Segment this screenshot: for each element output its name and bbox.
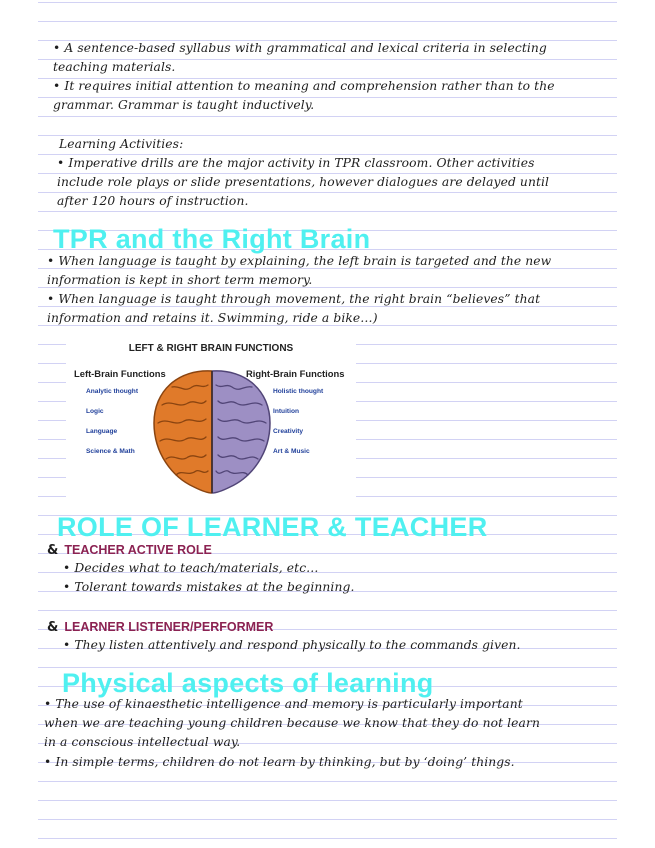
physical-heading: Physical aspects of learning (62, 668, 434, 698)
right-brain-heading-label: Right-Brain Functions (246, 368, 345, 379)
physical-bullet-2: • In simple terms, children do not learn by thinking, but by ‘doing’ things. (44, 755, 515, 769)
figure-title: LEFT & RIGHT BRAIN FUNCTIONS (128, 343, 294, 354)
learner-point-1: • They listen attentively and respond physically to the commands given. (63, 638, 521, 652)
right-item-4: Art & Music (273, 448, 310, 455)
teacher-point-2: • Tolerant towards mistakes at the beginning. (63, 580, 355, 594)
brain-functions-figure (66, 337, 356, 501)
left-brain-heading: Left-Brain Functions (74, 368, 166, 379)
right-item-2: Intuition (273, 408, 299, 415)
right-item-1: Holistic thought (273, 388, 324, 395)
activities-title: Learning Activities: (59, 137, 184, 151)
left-item-3: Language (86, 428, 118, 435)
left-item-2: Logic (86, 408, 104, 415)
activities-body: • Imperative drills are the major activity in TPR classroom. Other activities include role plays or slide presentations, however dialogues are delayed until after 120 hours of instruction. (57, 156, 550, 209)
roles-heading: ROLE OF LEARNER & TEACHER (57, 512, 488, 542)
teacher-role-label (47, 542, 212, 559)
brain-illustration (148, 365, 276, 495)
ampersand-bullet-icon: & (47, 620, 59, 635)
right-brain-bullet-2: • When language is taught through movement, the right brain “believes” that information and retains it. Swimming, ride a bike…) (47, 292, 541, 326)
learner-role-text: LEARNER LISTENER/PERFORMER (64, 620, 274, 634)
ampersand-bullet-icon: & (47, 543, 59, 558)
teacher-point-1: • Decides what to teach/materials, etc… (63, 561, 319, 575)
physical-bullet-1: • The use of kinaesthetic intelligence and memory is particularly important when we are teaching young children because we know that they do not learn in a conscious intellectual way. (44, 697, 540, 750)
teacher-role-text: TEACHER ACTIVE ROLE (64, 543, 212, 557)
right-brain-bullet-1: • When language is taught by explaining, the left brain is targeted and the new information is kept in short term memory. (47, 254, 552, 288)
right-item-3: Creativity (273, 428, 304, 435)
left-item-4: Science & Math (86, 448, 135, 455)
left-item-1: Analytic thought (86, 388, 139, 395)
intro-bullet-2: • It requires initial attention to meaning and comprehension rather than to the grammar. Grammar is taught inductively. (53, 79, 555, 113)
learner-role-label (47, 619, 273, 636)
right-brain-heading: TPR and the Right Brain (53, 224, 371, 254)
intro-bullet-1: • A sentence-based syllabus with grammatical and lexical criteria in selecting teaching materials. (53, 41, 547, 75)
